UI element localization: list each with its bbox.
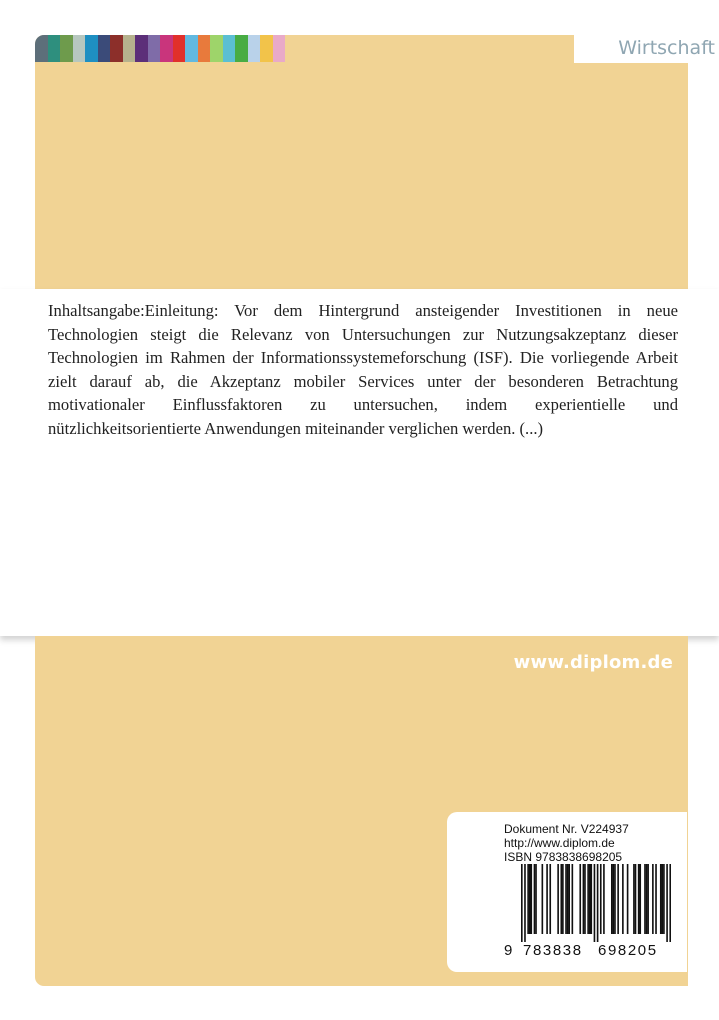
barcode-bar — [524, 864, 526, 942]
barcode-bar — [534, 864, 536, 934]
spine-stripe — [85, 35, 98, 62]
barcode-bar — [560, 864, 562, 934]
barcode-bar — [622, 864, 624, 934]
barcode-bar — [613, 864, 615, 934]
spine-color-stripes — [35, 35, 285, 62]
barcode-bar — [589, 864, 591, 934]
barcode-bar — [568, 864, 570, 934]
spine-stripe — [35, 35, 48, 62]
spine-stripe — [260, 35, 273, 62]
barcode-bar — [633, 864, 635, 934]
barcode-bar — [549, 864, 551, 934]
spine-stripe — [273, 35, 286, 62]
barcode-bar — [521, 864, 523, 942]
document-number: Dokument Nr. V224937 — [504, 822, 629, 836]
barcode-bar — [638, 864, 640, 934]
spine-stripe — [60, 35, 73, 62]
spine-stripe — [173, 35, 186, 62]
barcode-bar — [597, 864, 599, 942]
barcode-first-digit: 9 — [504, 942, 513, 959]
barcode-bar — [590, 864, 592, 934]
publisher-url: www.diplom.de — [513, 652, 673, 673]
barcode-bar — [627, 864, 629, 934]
barcode-bar — [579, 864, 581, 934]
spine-stripe — [73, 35, 86, 62]
spine-stripe — [235, 35, 248, 62]
barcode-bar — [666, 864, 668, 942]
barcode-bar — [611, 864, 613, 934]
spine-stripe — [48, 35, 61, 62]
spine-stripe — [110, 35, 123, 62]
spine-stripe — [248, 35, 261, 62]
barcode-bar — [644, 864, 646, 934]
barcode-bar — [655, 864, 657, 934]
barcode-right-group: 698205 — [598, 942, 658, 959]
spine-stripe — [223, 35, 236, 62]
spine-stripe — [123, 35, 136, 62]
spine-stripe — [210, 35, 223, 62]
barcode-bar — [583, 864, 585, 934]
barcode-bar — [635, 864, 637, 934]
barcode-bar — [530, 864, 532, 934]
barcode-bar — [529, 864, 531, 934]
document-website: http://www.diplom.de — [504, 836, 615, 850]
category-label-box — [574, 35, 719, 63]
category-label: Wirtschaft — [612, 35, 715, 63]
barcode-bar — [584, 864, 586, 934]
barcode-bar — [652, 864, 654, 934]
spine-stripe — [160, 35, 173, 62]
barcode-bar — [662, 864, 664, 934]
barcode-bar — [572, 864, 574, 934]
isbn-barcode — [521, 864, 671, 942]
abstract-text: Inhaltsangabe:Einleitung: Vor dem Hintergrund ansteigender Investitionen in neue Technologien steigt die Relevanz von Untersuchungen zur Nutzungsakzeptanz dieser Technologien im Rahmen der Informationssystemeforschung (ISF). Die vorliegende Arbeit zielt darauf ab, die Akzeptanz mobiler Services unter der besonderen Betrachtung motivationaler Einflussfaktoren zu untersuchen, indem experientielle und nützlichkeitsorientierte Anwendungen miteinander verglichen werden. (...) — [48, 301, 678, 438]
barcode-bar — [535, 864, 537, 934]
barcode-bar — [562, 864, 564, 934]
barcode-bar — [557, 864, 559, 934]
barcode-bar — [646, 864, 648, 934]
barcode-bar — [565, 864, 567, 934]
spine-stripe — [148, 35, 161, 62]
spine-stripe — [185, 35, 198, 62]
barcode-bar — [546, 864, 548, 934]
barcode-bar — [567, 864, 569, 934]
barcode-bar — [542, 864, 544, 934]
barcode-bar — [587, 864, 589, 934]
barcode-bar — [660, 864, 662, 934]
spine-stripe — [98, 35, 111, 62]
spine-stripe — [198, 35, 211, 62]
barcode-bar — [639, 864, 641, 934]
barcode-bar — [669, 864, 671, 942]
barcode-bar — [527, 864, 529, 934]
spine-stripe — [135, 35, 148, 62]
barcode-bar — [647, 864, 649, 934]
barcode-bar — [594, 864, 596, 942]
barcode-bar — [614, 864, 616, 934]
barcode-bar — [617, 864, 619, 934]
barcode-bar — [663, 864, 665, 934]
top-color-panel — [35, 35, 688, 289]
document-isbn: ISBN 9783838698205 — [504, 850, 623, 864]
barcode-bar — [603, 864, 605, 934]
barcode-left-group: 783838 — [523, 942, 583, 959]
barcode-bar — [600, 864, 602, 934]
